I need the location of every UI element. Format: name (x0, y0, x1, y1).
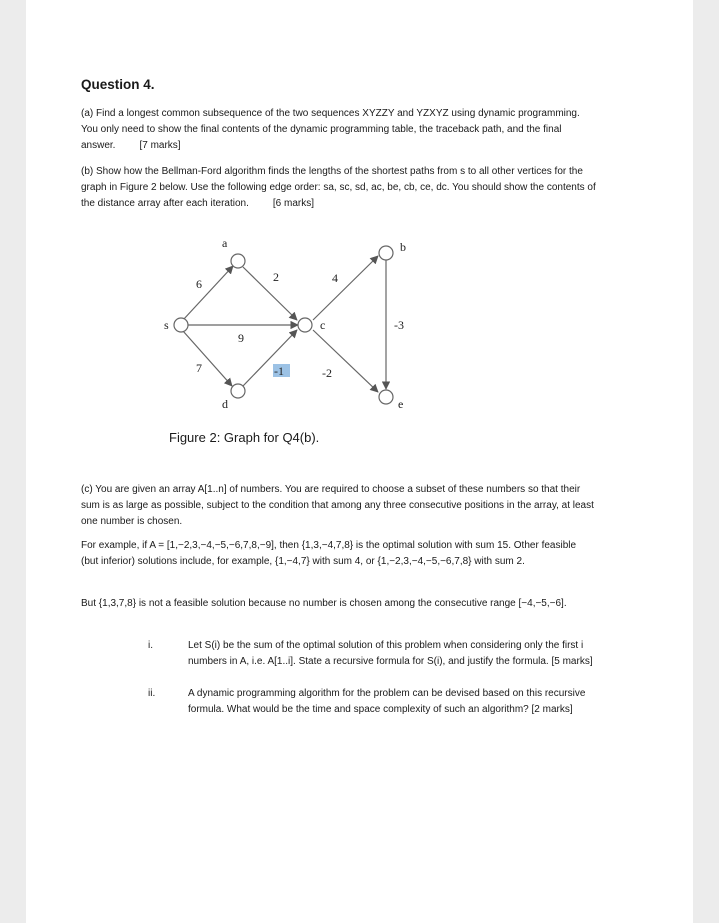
list-item-number: ii. (148, 688, 156, 699)
edge-cb (313, 256, 378, 320)
node-label-b: b (400, 240, 406, 254)
question-title: Question 4. (81, 77, 155, 92)
part-c-example: For example, if A = [1,−2,3,−4,−5,−6,7,8,−9], then {1,3,−4,7,8} is the optimal solution with sum 15. Other feasible (but inferior) solutions include, for example, {1,−4,7} with sum 4, or {1,−2,3,−4,−5,−6,7,8} with sum 2. (81, 540, 577, 567)
weight-sd: 7 (196, 361, 202, 375)
part-c-intro: (c) You are given an array A[1..n] of numbers. You are required to choose a subset of these numbers so that their sum is as large as possible, subject to the condition that among any three consecutive positions in the array, at least one number is chosen. (81, 484, 594, 527)
edge-sd (183, 331, 232, 386)
node-label-c: c (320, 318, 326, 332)
node-label-a: a (222, 236, 228, 250)
part-a-paragraph (81, 106, 596, 154)
part-b-paragraph (81, 164, 596, 212)
node-label-s: s (164, 318, 169, 332)
part-b-text: (b) Show how the Bellman-Ford algorithm finds the lengths of the shortest paths from s to all other vertices for the graph in Figure 2 below. Use the following edge order: sa, sc, sd, ac, be, cb, ce, dc. You should show the contents of the distance array after each iteration. (81, 166, 596, 209)
node-c (298, 318, 312, 332)
edge-dc (243, 330, 297, 386)
figure-caption: Figure 2: Graph for Q4(b). (169, 430, 320, 445)
list-item-text: A dynamic programming algorithm for the problem can be devised based on this recursive formula. What would be the time and space complexity of such an algorithm? [2 marks] (188, 688, 586, 715)
list-item-text: Let S(i) be the sum of the optimal solution of this problem when considering only the first i numbers in A, i.e. A[1..i]. State a recursive formula for S(i), and justify the formula. [5 marks] (188, 640, 593, 667)
node-label-e: e (398, 397, 404, 411)
part-c-infeasible: But {1,3,7,8} is not a feasible solution because no number is chosen among the consecutive range [−4,−5,−6]. (81, 598, 567, 609)
weight-ce: -2 (322, 366, 332, 380)
weight-be: -3 (394, 318, 404, 332)
list-item-number: i. (148, 640, 153, 651)
edge-ce (313, 330, 378, 392)
node-e (379, 390, 393, 404)
edge-sa (183, 266, 233, 320)
part-b-marks: [6 marks] (272, 198, 314, 209)
weight-sc: 9 (238, 331, 244, 345)
weight-cb: 4 (332, 271, 338, 285)
part-a-text: (a) Find a longest common subsequence of the two sequences XYZZY and YZXYZ using dynamic programming. You only need to show the final contents of the dynamic programming table, the traceback path, and the final answer. (81, 108, 580, 151)
weight-dc: -1 (274, 364, 284, 378)
node-label-d: d (222, 397, 228, 411)
graph-figure (130, 236, 420, 416)
weight-sa: 6 (196, 277, 202, 291)
part-a-marks: [7 marks] (139, 140, 181, 151)
edge-ac (243, 267, 297, 320)
weight-ac: 2 (273, 270, 279, 284)
node-b (379, 246, 393, 260)
node-s (174, 318, 188, 332)
node-a (231, 254, 245, 268)
node-d (231, 384, 245, 398)
